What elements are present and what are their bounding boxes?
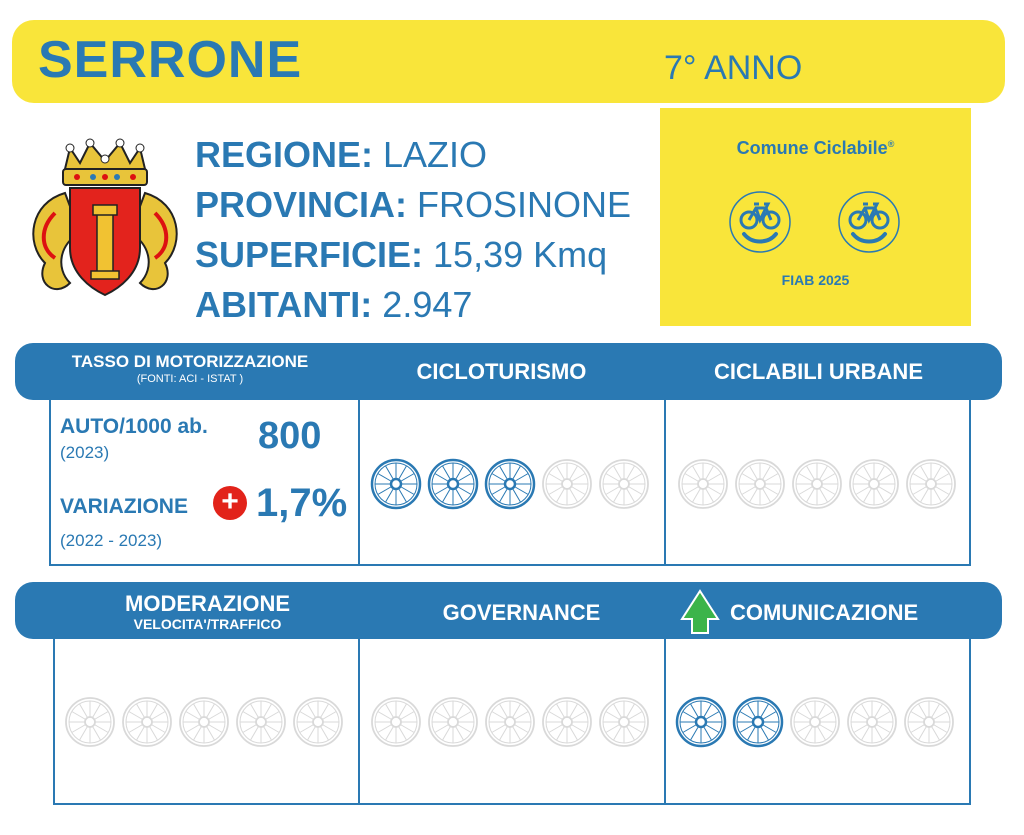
- motorizzazione-title: TASSO DI MOTORIZZAZIONE: [71, 352, 309, 371]
- variazione-period: (2022 - 2023): [60, 531, 163, 550]
- moderazione-rating: [63, 695, 348, 749]
- regione-line: [195, 133, 487, 177]
- motorizzazione-sources: (FONTI: ACI - ISTAT ): [136, 373, 244, 385]
- divider: [664, 639, 666, 805]
- abitanti-line: [195, 283, 472, 327]
- wheel-active-icon: [426, 457, 480, 511]
- coat-of-arms-icon: [25, 133, 185, 303]
- auto-label: AUTO/1000 ab.: [60, 415, 208, 438]
- superficie-value: 15,39 Kmq: [423, 234, 608, 275]
- wheel-inactive-icon: [676, 457, 730, 511]
- comunicazione-rating: [674, 695, 959, 749]
- variazione-value: 1,7%: [256, 481, 348, 525]
- badge-footer: FIAB 2025: [781, 272, 850, 288]
- wheel-active-icon: [483, 457, 537, 511]
- wheel-active-icon: [731, 695, 785, 749]
- provincia-label: PROVINCIA:: [195, 184, 408, 225]
- governance-title: GOVERNANCE: [442, 600, 601, 625]
- comunicazione-title: COMUNICAZIONE: [730, 600, 919, 625]
- divider: [664, 400, 666, 566]
- provincia-line: [195, 183, 631, 227]
- wheel-inactive-icon: [733, 457, 787, 511]
- smiley-bike-icon: [728, 190, 792, 254]
- wheel-inactive-icon: [63, 695, 117, 749]
- wheel-active-icon: [369, 457, 423, 511]
- town-name: SERRONE: [38, 31, 303, 89]
- abitanti-value: 2.947: [372, 284, 473, 325]
- wheel-inactive-icon: [790, 457, 844, 511]
- wheel-inactive-icon: [904, 457, 958, 511]
- abitanti-label: ABITANTI:: [195, 284, 373, 325]
- edition-year: 7° ANNO: [664, 49, 803, 87]
- wheel-inactive-icon: [234, 695, 288, 749]
- wheel-inactive-icon: [597, 457, 651, 511]
- cicloturismo-title: CICLOTURISMO: [416, 359, 587, 384]
- wheel-inactive-icon: [902, 695, 956, 749]
- wheel-inactive-icon: [788, 695, 842, 749]
- auto-year: (2023): [60, 443, 110, 462]
- wheel-inactive-icon: [177, 695, 231, 749]
- wheel-inactive-icon: [291, 695, 345, 749]
- wheel-inactive-icon: [483, 695, 537, 749]
- wheel-inactive-icon: [847, 457, 901, 511]
- smiley-bike-icon: [837, 190, 901, 254]
- arrow-up-icon: [680, 589, 720, 635]
- wheel-inactive-icon: [845, 695, 899, 749]
- ciclabili-urbane-title: CICLABILI URBANE: [714, 359, 923, 384]
- superficie-line: [195, 233, 607, 277]
- wheel-inactive-icon: [597, 695, 651, 749]
- governance-rating: [369, 695, 654, 749]
- divider: [358, 639, 360, 805]
- superficie-label: SUPERFICIE:: [195, 234, 424, 275]
- moderazione-title: MODERAZIONE: [125, 591, 290, 616]
- cicloturismo-rating: [369, 457, 654, 511]
- regione-label: REGIONE:: [195, 134, 374, 175]
- wheel-inactive-icon: [540, 457, 594, 511]
- wheel-inactive-icon: [120, 695, 174, 749]
- wheel-inactive-icon: [540, 695, 594, 749]
- divider: [358, 400, 360, 566]
- wheel-active-icon: [674, 695, 728, 749]
- wheel-inactive-icon: [426, 695, 480, 749]
- moderazione-subtitle: VELOCITA'/TRAFFICO: [133, 616, 282, 632]
- provincia-value: FROSINONE: [407, 184, 632, 225]
- wheel-inactive-icon: [369, 695, 423, 749]
- variazione-label: VARIAZIONE: [60, 495, 188, 518]
- regione-value: LAZIO: [373, 134, 488, 175]
- ciclabili-urbane-rating: [676, 457, 961, 511]
- comune-ciclabile-badge: [660, 108, 971, 326]
- plus-badge-icon: +: [213, 486, 247, 520]
- auto-value: 800: [258, 415, 322, 457]
- badge-title: Comune Ciclabile®: [736, 138, 895, 158]
